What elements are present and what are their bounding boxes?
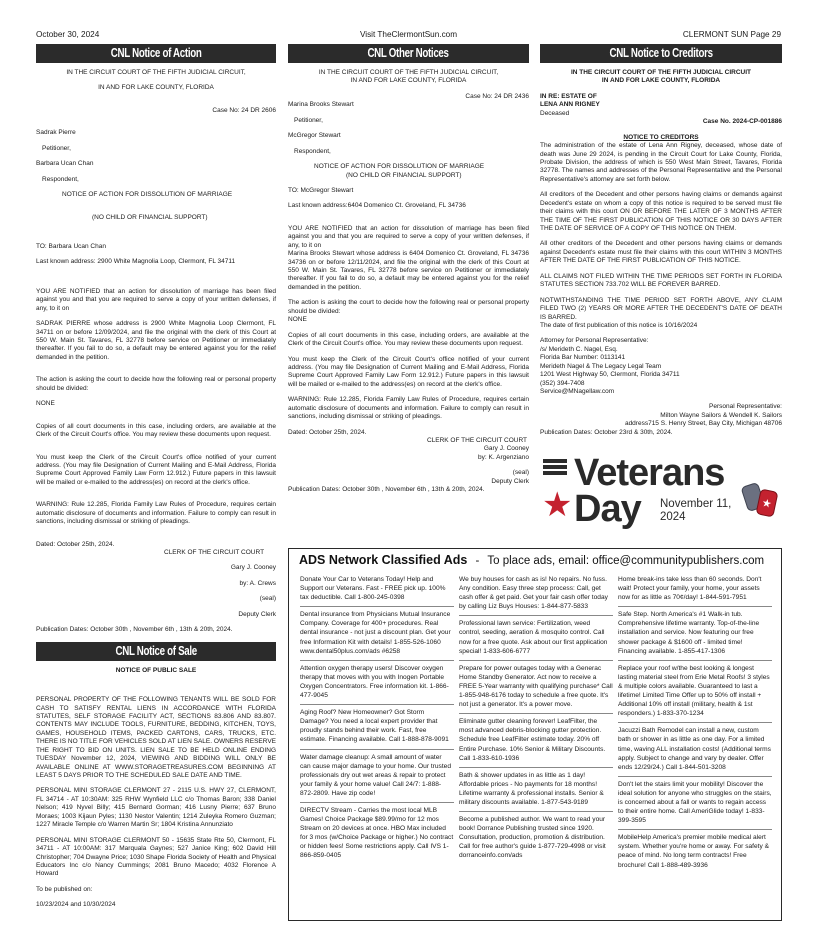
notice-none: NONE — [36, 400, 55, 408]
notice-to-creditors-banner: CNL Notice to Creditors — [540, 44, 782, 63]
creditors-title: NOTICE TO CREDITORS — [623, 133, 699, 141]
court-line-2: IN AND FOR LAKE COUNTY, FLORIDA — [601, 77, 721, 85]
notice-none: NONE — [288, 316, 307, 324]
ads-body — [297, 572, 773, 914]
attorney-email[interactable]: Service@MNagellaw.com — [540, 388, 615, 395]
classified-ad: Aging Roof? New Homeowner? Got Storm Damage? You need a local expert provider that proudly stands behind their work. Fast, free estimate. Financing available. Call 1-888-878-9091 — [300, 705, 454, 749]
notice-to-creditors-column — [540, 44, 782, 437]
classified-ad: Donate Your Car to Veterans Today! Help and Support our Veterans. Fast - FREE pick up. 100% tax deductible. Call 1-800-245-0398 — [300, 572, 454, 607]
respondent-name: McGregor Stewart — [288, 132, 341, 140]
public-sale-title: NOTICE OF PUBLIC SALE — [115, 666, 197, 674]
last-known-address: Last known address:6404 Domenico Ct. Groveland, FL 34736 — [288, 202, 466, 210]
ads-network-box — [288, 548, 782, 921]
decedent-name: LENA ANN RIGNEY — [540, 101, 600, 109]
ads-title: ADS Network Classified Ads — [299, 553, 468, 567]
court-line-2: IN AND FOR LAKE COUNTY, FLORIDA — [98, 84, 214, 92]
page-label: CLERMONT SUN Page 29 — [682, 30, 781, 39]
notice-of-sale-banner: CNL Notice of Sale — [36, 642, 276, 661]
creditors-paragraph: The administration of the estate of Lena Ann Rigney, deceased, whose date of death was June 29 2024, is pending in the Circuit Court for Lake County, Florida, Probate Division, the address of which is 550 West Main Street, Tavares, Florida 32778. The names and addresses of the Personal Representative and the Personal Representative's attorney are set forth below. — [540, 142, 782, 183]
first-publication: The date of first publication of this notice is 10/16/2024 — [540, 321, 698, 329]
ads-column-2 — [459, 572, 613, 865]
sale-paragraph: PERSONAL MINI STORAGE CLERMONT 50 - 15635 State Rte 50, Clermont, FL 34711 - AT 10:00AM: 317 Marquala Gaynes; 527 Janice King; 602 David Hill Christopher; 704 Dwayne Price; 1030 Shape Florida Society of Health and Physical Educators Inc c/o Nancy Cummings; 2081 Bruno Macedo; 4032 Florence A Howard — [36, 836, 276, 878]
notice-warning: WARNING: Rule 12.285, Florida Family Law Rules of Procedure, requires certain automatic disclosure of documents and information. Failure to comply can result in sanctions, including dismissal or striking of pleadings. — [288, 396, 529, 421]
other-notices-banner: CNL Other Notices — [288, 44, 529, 63]
classified-ad: Water damage cleanup: A small amount of water can cause major damage to your home. Our trusted professionals dry out wet areas & repair to protect your family & your home value! Call 24/7: 1-888-872-2809. Have zip code! — [300, 750, 454, 803]
notice-title: NOTICE OF ACTION FOR DISSOLUTION OF MARRIAGE — [62, 191, 233, 199]
classified-ad: Dental insurance from Physicians Mutual Insurance Company. Coverage for 400+ procedures. Real dental insurance - not just a discount plan. Get your free Information Kit with details! 1-855-526-1060 www.dental50plus.com/ads #6258 — [300, 607, 454, 660]
classified-ad: Safe Step. North America's #1 Walk-in tub. Comprehensive lifetime warranty. Top-of-the-line installation and service. Now featuring our free shower package & $1600 off - limited time! Financing available. 1-855-417-1306 — [618, 607, 772, 660]
ads-header — [289, 549, 781, 571]
clerk-name: Gary J. Cooney — [230, 564, 276, 572]
petitioner-role: Petitioner, — [42, 144, 71, 152]
publication-dates: Publication Dates: October 23rd & 30th, 2024. — [540, 428, 673, 436]
ads-dash: - — [475, 555, 480, 567]
estate-line: IN RE: ESTATE OF — [540, 92, 597, 100]
court-line-1: IN THE CIRCUIT COURT OF THE FIFTH JUDICIAL CIRCUIT, — [318, 69, 499, 76]
court-line-1: IN THE CIRCUIT COURT OF THE FIFTH JUDICIAL CIRCUIT, — [66, 69, 246, 76]
personal-rep-names: Milton Wayne Sailors & Wendell K. Sailors — [660, 411, 782, 419]
case-number: Case No: 24 DR 2606 — [212, 106, 276, 114]
notice-warning: WARNING: Rule 12.285, Florida Family Law Rules of Procedure, requires certain automatic disclosure of documents and information. Failure to comply can result in sanctions, including dismissal or striking of pleadings. — [36, 501, 276, 526]
notice-subtitle: (NO CHILD OR FINANCIAL SUPPORT) — [92, 213, 208, 221]
creditors-paragraph: All other creditors of the Decedent and other persons having claims or demands against Decedent's estate must file their claims with this court WITHIN 3 MONTHS AFTER THE DATE OF THE FIRST PUBLICATION OF THIS NOTICE. — [540, 240, 782, 265]
notice-paragraph: YOU ARE NOTIFIED that an action for dissolution of marriage has been filed against you and that you are required to serve a copy of your written defenses, if any, to it on — [288, 224, 529, 249]
creditors-paragraph: ALL CLAIMS NOT FILED WITHIN THE TIME PERIODS SET FORTH IN FLORIDA STATUTES SECTION 733.702 WILL BE FOREVER BARRED. — [540, 272, 782, 289]
deceased-label: Deceased — [540, 109, 570, 117]
notice-paragraph: You must keep the Clerk of the Circuit Court's office notified of your current address. (You may file Designation of Current Mailing and E-Mail Address, Florida Supreme Court Approved Family Law Form 12.912.) Future papers in this lawsuit will be mailed or e-mailed to the address(es) on record at the clerk's office. — [36, 453, 276, 486]
respondent-role: Respondent, — [42, 175, 79, 183]
site-link[interactable]: Visit TheClermontSun.com — [359, 30, 458, 39]
sale-paragraph: PERSONAL PROPERTY OF THE FOLLOWING TENANTS WILL BE SOLD FOR CASH TO SATISFY RENTAL LIENS IN ACCORDANCE WITH FLORIDA STATUTES, SELF STORAGE FACILITY ACT, SECTIONS 83.806 AND 83.807. CONTENTS MAY INCLUDE TOOLS, FURNITURE, BEDDING, KITCHEN, TOYS, GAMES, HOUSEHOLD ITEMS, PACKED CARTONS, CARS, TRUCKS, ETC. THERE IS NO TITLE FOR VEHICLES SOLD AT LIEN SALE. OWNERS RESERVE THE RIGHT TO BID ON UNITS. LIEN SALE TO BE HELD ONLINE ENDING TUESDAY November 12, 2024, VIEWING AND BIDDING WILL ONLY BE AVAILABLE ONLINE AT WWW.STORAGETREASURES.COM BEGINNING AT LEAST 5 DAYS PRIOR TO THE SCHEDULED SALE DATE AND TIME. — [36, 696, 276, 779]
sale-paragraph: PERSONAL MINI STORAGE CLERMONT 27 - 2115 U.S. HWY 27, CLERMONT, FL 34714 - AT 10:30AM: 325 RHW Wynfield LLC c/o Thomas Baron; 338 Daniel Nelson; 419 Nyvel Billy; 415 Bernard Gorman; 416 Lusny Pierre; 637 Bruno Moraes; 1003 Kijaun Pyles; 1130 Nestor Valentin; 1214 Zuleyka Romero Guzman; 1227 Miracle Temple c/o Warren Martin Sr; 1804 Kristina Annunziato — [36, 787, 276, 829]
classified-ad: Become a published author. We want to read your book! Dorrance Publishing trusted since 1920. Consultation, production, promotion & distribution. Call for free author's guide 1-877-729-4998 or visit dorranceinfo.com/ads — [459, 816, 606, 860]
classified-ad: Attention oxygen therapy users! Discover oxygen therapy that moves with you with Inogen Portable Oxygen Concentrators. Free information kit. 1-866-477-9045 — [300, 661, 454, 705]
notice-paragraph: The action is asking the court to decide how the following real or personal property should be divided: — [36, 376, 276, 392]
classified-ad: Bath & shower updates in as little as 1 day! Affordable prices - No payments for 18 months! Lifetime warranty & professional installs. Senior & military discounts available. 1-877-543-9189 — [459, 768, 613, 812]
personal-rep-label: Personal Representative: — [709, 403, 782, 411]
veterans-year: 2024 — [660, 511, 686, 523]
case-number: Case No: 24 DR 2436 — [465, 92, 529, 100]
notice-paragraph: Copies of all court documents in this case, including orders, are available at the Clerk of the Circuit Court's office. You may review these documents upon request. — [288, 331, 529, 348]
case-number: Case No. 2024-CP-001886 — [702, 118, 782, 126]
notice-paragraph: Marina Brooks Stewart whose address is 6404 Domenico Ct. Groveland, FL 34736 34736 on or before 12/11/2024, and file the original with the clerk of this Court at 550 W. Main St. Tavares, FL 32778 before service on Petitioner or immediately thereafter. If you fail to do so, a default may be entered against you for the relief demanded in the petition. — [288, 250, 529, 291]
notice-paragraph: SADRAK PIERRE whose address is 2900 White Magnolia Loop Clermont, FL 34711 on or before 12/09/2024, and file the original with the clerk of this Court at 550 W. Main St. Tavares, FL 32778 before service on Petitioner or immediately thereafter. If you fail to do so, a default may be entered against you for the relief demanded in the petition. — [36, 320, 276, 361]
issue-date: October 30, 2024 — [36, 30, 100, 39]
dated-line: Dated: October 25th, 2024. — [288, 428, 367, 436]
last-known-address: Last known address: 2900 White Magnolia Loop, Clermont, FL 34711 — [36, 258, 236, 266]
court-line-1: IN THE CIRCUIT COURT OF THE FIFTH JUDICIAL CIRCUIT — [570, 69, 752, 76]
clerk-by: by: K. Argenziano — [478, 453, 529, 461]
flag-stripes-icon — [543, 459, 567, 479]
notice-paragraph: YOU ARE NOTIFIED that an action for dissolution of marriage has been filed against you and that you are required to serve a copy of your written defenses, if any, to it on — [36, 287, 276, 312]
classified-ad: Replace your roof w/the best looking & longest lasting material steel from Erie Metal Roofs! 3 styles & multiple colors available. Guaranteed to last a lifetime! Limited Time Offer up to 50% off install + Additional 10% off install (military, health & 1st responders.) 1-833-370-1234 — [618, 661, 772, 724]
classified-ad: Don't let the stairs limit your mobility! Discover the ideal solution for anyone who struggles on the stairs, is concerned about a fall or wants to regain access to their entire home. Call AmeriGlide today! 1-833-399-3595 — [618, 777, 772, 830]
dog-tags-icon: ★ — [742, 480, 780, 524]
sale-pub-label: To be published on: — [36, 885, 93, 893]
veterans-day-graphic — [540, 452, 782, 530]
notice-subtitle: (NO CHILD OR FINANCIAL SUPPORT) — [346, 171, 462, 179]
sale-pub-dates: 10/23/2024 and 10/30/2024 — [36, 901, 116, 909]
masthead — [36, 30, 781, 42]
classified-ad: Prepare for power outages today with a Generac Home Standby Generator. Act now to receive a FREE 5-Year warranty with qualifying purchase* Call 1-855-948-6176 today to schedule a free quote. It's not just a generator. It's a power move. — [459, 661, 613, 714]
creditors-paragraph: All creditors of the Decedent and other persons having claims or demands against Decedent's estate on whom a copy of this notice is required to be served must file their claims with this court ON OR BEFORE THE LATER OF 3 MONTHS AFTER THE TIME OF THE FIRST PUBLICATION OF THIS NOTICE OR 30 DAYS AFTER THE DATE OF SERVICE OF A COPY OF THIS NOTICE ON THEM. — [540, 191, 782, 232]
respondent-name: Barbara Ucan Chan — [36, 160, 94, 168]
day-title: Day — [574, 488, 641, 530]
notice-title: NOTICE OF ACTION FOR DISSOLUTION OF MARRIAGE — [314, 163, 485, 171]
personal-rep-address: address715 S. Henry Street, Bay City, Michigan 48706 — [624, 420, 782, 428]
red-star-icon: ★ — [542, 486, 573, 524]
classified-ad: Home break-ins take less than 60 seconds. Don't wait! Protect your family, your home, your assets now for as little as 70¢/day! 1-844-591-7951 — [618, 572, 772, 607]
notice-of-action-column — [36, 44, 276, 910]
ads-column-1 — [300, 572, 454, 865]
petitioner-name: Sadrak Pierre — [36, 129, 76, 137]
notice-to: TO: Barbara Ucan Chan — [36, 242, 106, 250]
ads-subtitle: To place ads, email: office@communitypublishers.com — [487, 555, 765, 567]
publication-dates: Publication Dates: October 30th , November 6th , 13th & 20th, 2024. — [36, 626, 233, 634]
deputy-clerk: Deputy Clerk — [491, 477, 529, 485]
clerk-title: CLERK OF THE CIRCUIT COURT — [426, 437, 527, 444]
publication-dates: Publication Dates: October 30th , November 6th , 13th & 20th, 2024. — [288, 486, 485, 494]
deputy-clerk: Deputy Clerk — [238, 610, 276, 618]
notice-to: TO: McGregor Stewart — [288, 186, 354, 194]
seal: (seal) — [512, 469, 529, 477]
attorney-line: 1201 West Highway 50, Clermont, Florida 34711 — [540, 371, 680, 379]
other-notices-column — [288, 44, 529, 495]
petitioner-name: Marina Brooks Stewart — [288, 101, 354, 109]
court-line-2: IN AND FOR LAKE COUNTY, FLORIDA — [350, 77, 467, 85]
classified-ad: Eliminate gutter cleaning forever! LeafFilter, the most advanced debris-blocking gutter protection. Schedule free LeafFilter estimate today. 20% off Entire Purchase. 10% Senior & Military Discounts. Call 1-833-610-1936 — [459, 714, 613, 767]
seal: (seal) — [259, 595, 276, 603]
notice-paragraph: You must keep the Clerk of the Circuit Court's office notified of your current address. (You may file Designation of Current Mailing and E-Mail Address, Florida Supreme Court Approved Family Law Form 12.912.) Future papers in this lawsuit will be mailed or e-mailed to the address(es) on record at the clerk's office. — [288, 355, 529, 388]
notice-paragraph: The action is asking the court to decide how the following real or personal property should be divided: — [288, 299, 529, 315]
classified-ad: We buy houses for cash as is! No repairs. No fuss. Any condition. Easy three step process: Call, get cash offer & get paid. Get your fair cash offer today by calling Liz Buys Houses: 1-844-877-5833 — [459, 572, 613, 616]
attorney-line: Merideth Nagel & The Legacy Legal Team — [540, 362, 662, 370]
clerk-title: CLERK OF THE CIRCUIT COURT — [164, 549, 265, 556]
attorney-line: (352) 394-7408 — [540, 379, 585, 387]
classified-ad: MobileHelp America's premier mobile medical alert system. Whether you're home or away. For safety & peace of mind. No long term contracts! Free brochure! Call 1-888-489-3936 — [618, 834, 770, 869]
creditors-paragraph: NOTWITHSTANDING THE TIME PERIOD SET FORTH ABOVE, ANY CLAIM FILED TWO (2) YEARS OR MORE AFTER THE DECEDENT'S DATE OF DEATH IS BARRED. — [540, 296, 782, 321]
attorney-line: /s/ Merideth C. Nagel, Esq. — [540, 345, 618, 353]
veterans-date: November 11, — [660, 498, 732, 510]
attorney-line: Florida Bar Number: 0113141 — [540, 354, 626, 362]
respondent-role: Respondent, — [294, 147, 331, 155]
notice-of-action-banner: CNL Notice of Action — [36, 44, 276, 63]
clerk-name: Gary J. Cooney — [483, 445, 529, 453]
ads-column-3 — [618, 572, 772, 874]
petitioner-role: Petitioner, — [294, 116, 323, 124]
clerk-by: by: A. Crews — [239, 579, 276, 587]
classified-ad: DIRECTV Stream - Carries the most local MLB Games! Choice Package $89.99/mo for 12 mos Stream on 20 devices at once. HBO Max included for 3 mos (w/Choice Package or higher.) No contract or hidden fees! Some restrictions apply. Call IVS 1-866-859-0405 — [300, 806, 454, 860]
attorney-line: Attorney for Personal Representative: — [540, 337, 649, 345]
classified-ad: Professional lawn service: Fertilization, weed control, seeding, aeration & mosquito control. Call now for a free quote. Ask about our first application special! 1-833-606-6777 — [459, 616, 613, 660]
notice-paragraph: Copies of all court documents in this case, including orders, are available at the Clerk of the Circuit Court's office. You may review these documents upon request. — [36, 422, 276, 439]
veterans-title: Veterans — [574, 452, 725, 494]
dated-line: Dated: October 25th, 2024. — [36, 540, 115, 548]
classified-ad: Jacuzzi Bath Remodel can install a new, custom bath or shower in as little as one day. For a limited time, waving ALL installation costs! (Additional terms apply. Subject to change and vary by dealer. Offer ends 12/29/24.) Call 1-844-501-3208 — [618, 723, 772, 776]
